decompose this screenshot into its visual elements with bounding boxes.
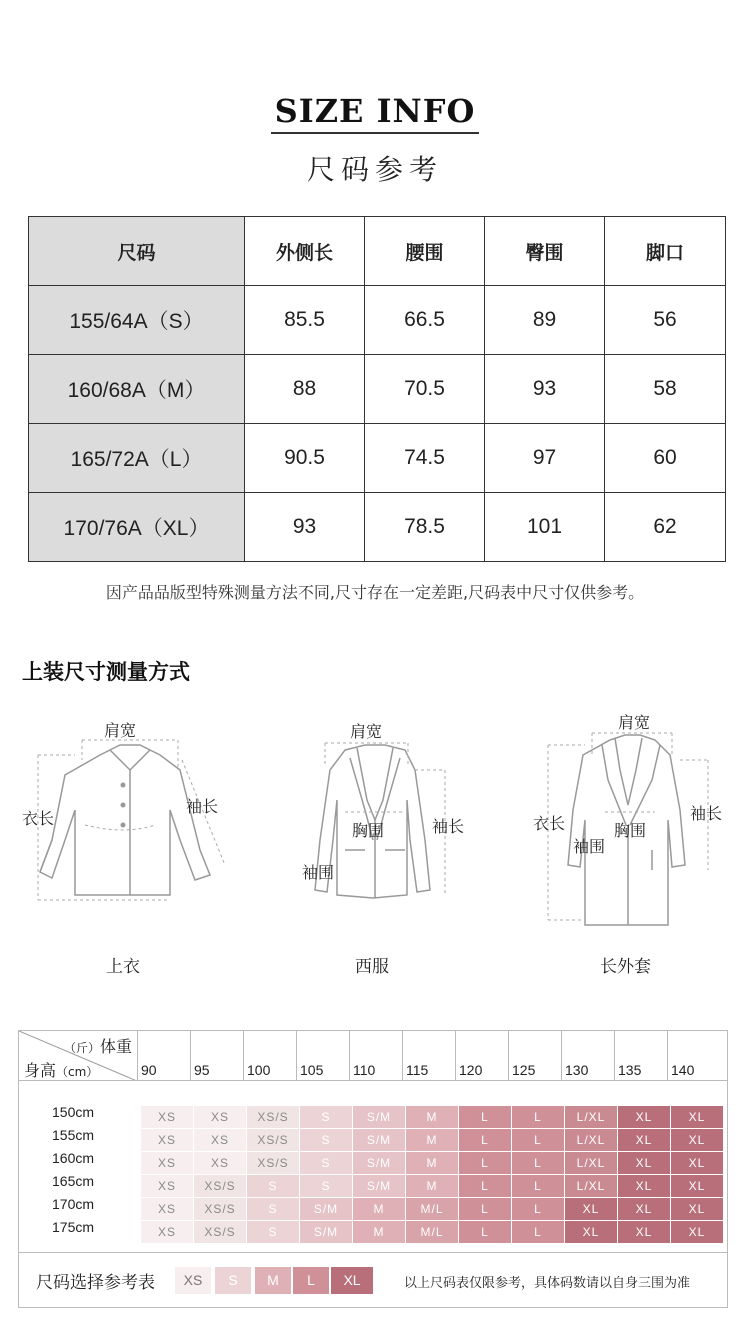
weight-value: 140	[671, 1062, 695, 1078]
value-cell: 60	[605, 424, 726, 493]
size-grid-cell: XS	[194, 1106, 246, 1128]
title-underline	[271, 132, 479, 134]
weight-unit: （斤）	[64, 1041, 101, 1055]
table-row	[29, 355, 726, 424]
size-disclaimer: 因产品品版型特殊测量方法不同,尺寸存在一定差距,尺码表中尺寸仅供参考。	[105, 583, 645, 602]
size-grid-cell: XL	[671, 1175, 723, 1197]
coat-cuff-label: 袖围	[573, 837, 606, 856]
size-grid-cell: L	[459, 1129, 511, 1151]
size-grid-cell: XS/S	[247, 1106, 299, 1128]
column-header: 腰围	[365, 217, 485, 286]
height-unit: （cm）	[56, 1065, 99, 1079]
size-grid-cell: L	[512, 1221, 564, 1243]
page-subtitle: 尺码参考	[306, 153, 443, 186]
size-grid-cell: S/M	[353, 1175, 405, 1197]
size-table	[28, 216, 726, 562]
size-grid-cell: XL	[618, 1152, 670, 1174]
size-grid-cell: S	[300, 1129, 352, 1151]
blazer-chest-label: 胸围	[352, 821, 385, 840]
legend-swatch: L	[293, 1267, 329, 1294]
size-grid-cell: XS/S	[247, 1152, 299, 1174]
value-cell: 89	[485, 286, 605, 355]
column-divider	[614, 1031, 615, 1081]
size-grid-cell: XL	[671, 1221, 723, 1243]
size-grid-cell: L	[512, 1198, 564, 1220]
size-grid-cell: S	[300, 1106, 352, 1128]
weight-value: 130	[565, 1062, 589, 1078]
column-header: 外侧长	[245, 217, 365, 286]
legend-swatch: XS	[175, 1267, 211, 1294]
size-grid-cell: L	[512, 1129, 564, 1151]
size-grid-cell: XL	[618, 1106, 670, 1128]
height-value: 170cm	[52, 1196, 95, 1212]
value-cell: 66.5	[365, 286, 485, 355]
weight-value: 120	[459, 1062, 483, 1078]
shirt-icon	[30, 730, 230, 910]
size-grid-cell: L	[512, 1175, 564, 1197]
column-divider	[561, 1031, 562, 1081]
legend-title: 尺码选择参考表	[36, 1273, 155, 1293]
coat-shoulder-label: 肩宽	[618, 713, 651, 732]
size-grid-cell: XS/S	[247, 1129, 299, 1151]
size-grid-cell: XS/S	[194, 1221, 246, 1243]
column-divider	[296, 1031, 297, 1081]
size-grid-cell: XL	[618, 1175, 670, 1197]
weight-value: 110	[353, 1062, 376, 1078]
legend-swatch: M	[255, 1267, 291, 1294]
column-divider	[137, 1031, 138, 1081]
divider	[19, 1080, 728, 1081]
size-grid-cell: XL	[618, 1129, 670, 1151]
size-grid-cell: XS	[141, 1175, 193, 1197]
height-value: 175cm	[52, 1219, 95, 1235]
height-header	[24, 1058, 98, 1081]
value-cell: 88	[245, 355, 365, 424]
size-cell: 170/76A（XL）	[29, 493, 245, 562]
value-cell: 101	[485, 493, 605, 562]
column-divider	[190, 1031, 191, 1081]
table-row	[29, 286, 726, 355]
weight-header	[64, 1034, 132, 1057]
blazer-shoulder-label: 肩宽	[350, 722, 383, 741]
table-row	[29, 424, 726, 493]
coat-caption: 长外套	[600, 957, 651, 977]
size-grid-cell: M	[353, 1198, 405, 1220]
height-value: 165cm	[52, 1173, 95, 1189]
weight-value: 90	[141, 1062, 157, 1078]
weight-value: 100	[247, 1062, 271, 1078]
column-divider	[402, 1031, 403, 1081]
coat-sleeve-label: 袖长	[690, 804, 723, 823]
size-grid-cell: XL	[565, 1198, 617, 1220]
column-divider	[508, 1031, 509, 1081]
column-header: 脚口	[605, 217, 726, 286]
size-grid-cell: S/M	[353, 1129, 405, 1151]
size-grid-cell: XL	[565, 1221, 617, 1243]
value-cell: 93	[485, 355, 605, 424]
size-grid-cell: S	[300, 1175, 352, 1197]
size-grid-cell: S/M	[300, 1221, 352, 1243]
size-grid-cell: L/XL	[565, 1175, 617, 1197]
size-grid-cell: XL	[618, 1221, 670, 1243]
shirt-sleeve-label: 袖长	[186, 797, 219, 816]
shirt-shoulder-label: 肩宽	[104, 721, 137, 740]
size-grid-cell: M	[406, 1129, 458, 1151]
column-header: 尺码	[29, 217, 245, 286]
size-grid-cell: XS/S	[194, 1198, 246, 1220]
height-value: 150cm	[52, 1104, 95, 1120]
size-grid-cell: XS	[141, 1152, 193, 1174]
table-header-row	[29, 217, 726, 286]
size-cell: 155/64A（S）	[29, 286, 245, 355]
size-cell: 160/68A（M）	[29, 355, 245, 424]
column-divider	[667, 1031, 668, 1081]
legend-footnote: 以上尺码表仅限参考，具体码数请以自身三围为准	[404, 1276, 691, 1291]
value-cell: 85.5	[245, 286, 365, 355]
page-title: SIZE INFO	[274, 92, 476, 130]
size-grid-cell: L/XL	[565, 1129, 617, 1151]
height-value: 160cm	[52, 1150, 95, 1166]
value-cell: 90.5	[245, 424, 365, 493]
blazer-cuff-label: 袖围	[302, 863, 335, 882]
size-grid-cell: XS/S	[194, 1175, 246, 1197]
size-grid-cell: XL	[671, 1152, 723, 1174]
weight-value: 115	[406, 1062, 429, 1078]
height-label: 身高	[24, 1061, 57, 1080]
table-row	[29, 493, 726, 562]
coat-length-label: 衣长	[533, 814, 566, 833]
weight-value: 105	[300, 1062, 324, 1078]
height-value: 155cm	[52, 1127, 95, 1143]
weight-value: 125	[512, 1062, 536, 1078]
legend-swatch: S	[215, 1267, 251, 1294]
value-cell: 58	[605, 355, 726, 424]
size-grid-cell: L/XL	[565, 1106, 617, 1128]
shirt-caption: 上衣	[106, 957, 140, 977]
size-grid-cell: M	[353, 1221, 405, 1243]
size-grid-cell: M	[406, 1106, 458, 1128]
size-grid-cell: L/XL	[565, 1152, 617, 1174]
value-cell: 97	[485, 424, 605, 493]
shirt-length-label: 衣长	[22, 809, 55, 828]
size-grid-cell: S	[247, 1198, 299, 1220]
size-grid-cell: XL	[671, 1106, 723, 1128]
size-grid-cell: XS	[194, 1152, 246, 1174]
size-grid-cell: XS	[141, 1198, 193, 1220]
column-header: 臀围	[485, 217, 605, 286]
size-grid-cell: S	[247, 1175, 299, 1197]
size-grid-cell: L	[512, 1152, 564, 1174]
size-grid-cell: XL	[671, 1129, 723, 1151]
size-grid-cell: L	[459, 1152, 511, 1174]
weight-label: 体重	[100, 1037, 133, 1056]
size-grid-cell: S/M	[300, 1198, 352, 1220]
size-grid-cell: XS	[141, 1221, 193, 1243]
size-grid-cell: XL	[618, 1198, 670, 1220]
weight-value: 95	[194, 1062, 210, 1078]
value-cell: 78.5	[365, 493, 485, 562]
size-grid-cell: XL	[671, 1198, 723, 1220]
value-cell: 70.5	[365, 355, 485, 424]
size-grid-cell: M	[406, 1175, 458, 1197]
size-grid-cell: XS	[194, 1129, 246, 1151]
size-grid-cell: M/L	[406, 1221, 458, 1243]
value-cell: 93	[245, 493, 365, 562]
size-grid-cell: XS	[141, 1106, 193, 1128]
coat-chest-label: 胸围	[614, 821, 647, 840]
blazer-sleeve-label: 袖长	[432, 817, 465, 836]
value-cell: 56	[605, 286, 726, 355]
size-grid-cell: L	[459, 1221, 511, 1243]
size-grid-cell: L	[459, 1175, 511, 1197]
section-title: 上装尺寸测量方式	[22, 660, 190, 684]
column-divider	[349, 1031, 350, 1081]
weight-value: 135	[618, 1062, 642, 1078]
size-grid-cell: L	[459, 1106, 511, 1128]
value-cell: 74.5	[365, 424, 485, 493]
divider	[19, 1252, 728, 1253]
size-grid-cell: L	[512, 1106, 564, 1128]
column-divider	[243, 1031, 244, 1081]
value-cell: 62	[605, 493, 726, 562]
size-grid-cell: S/M	[353, 1106, 405, 1128]
size-cell: 165/72A（L）	[29, 424, 245, 493]
size-grid-cell: M	[406, 1152, 458, 1174]
size-grid-cell: S	[247, 1221, 299, 1243]
size-grid-cell: S/M	[353, 1152, 405, 1174]
size-grid-cell: M/L	[406, 1198, 458, 1220]
size-grid-cell: L	[459, 1198, 511, 1220]
column-divider	[455, 1031, 456, 1081]
size-grid-cell: S	[300, 1152, 352, 1174]
legend-swatch: XL	[331, 1267, 373, 1294]
blazer-caption: 西服	[355, 957, 389, 977]
size-grid-cell: XS	[141, 1129, 193, 1151]
